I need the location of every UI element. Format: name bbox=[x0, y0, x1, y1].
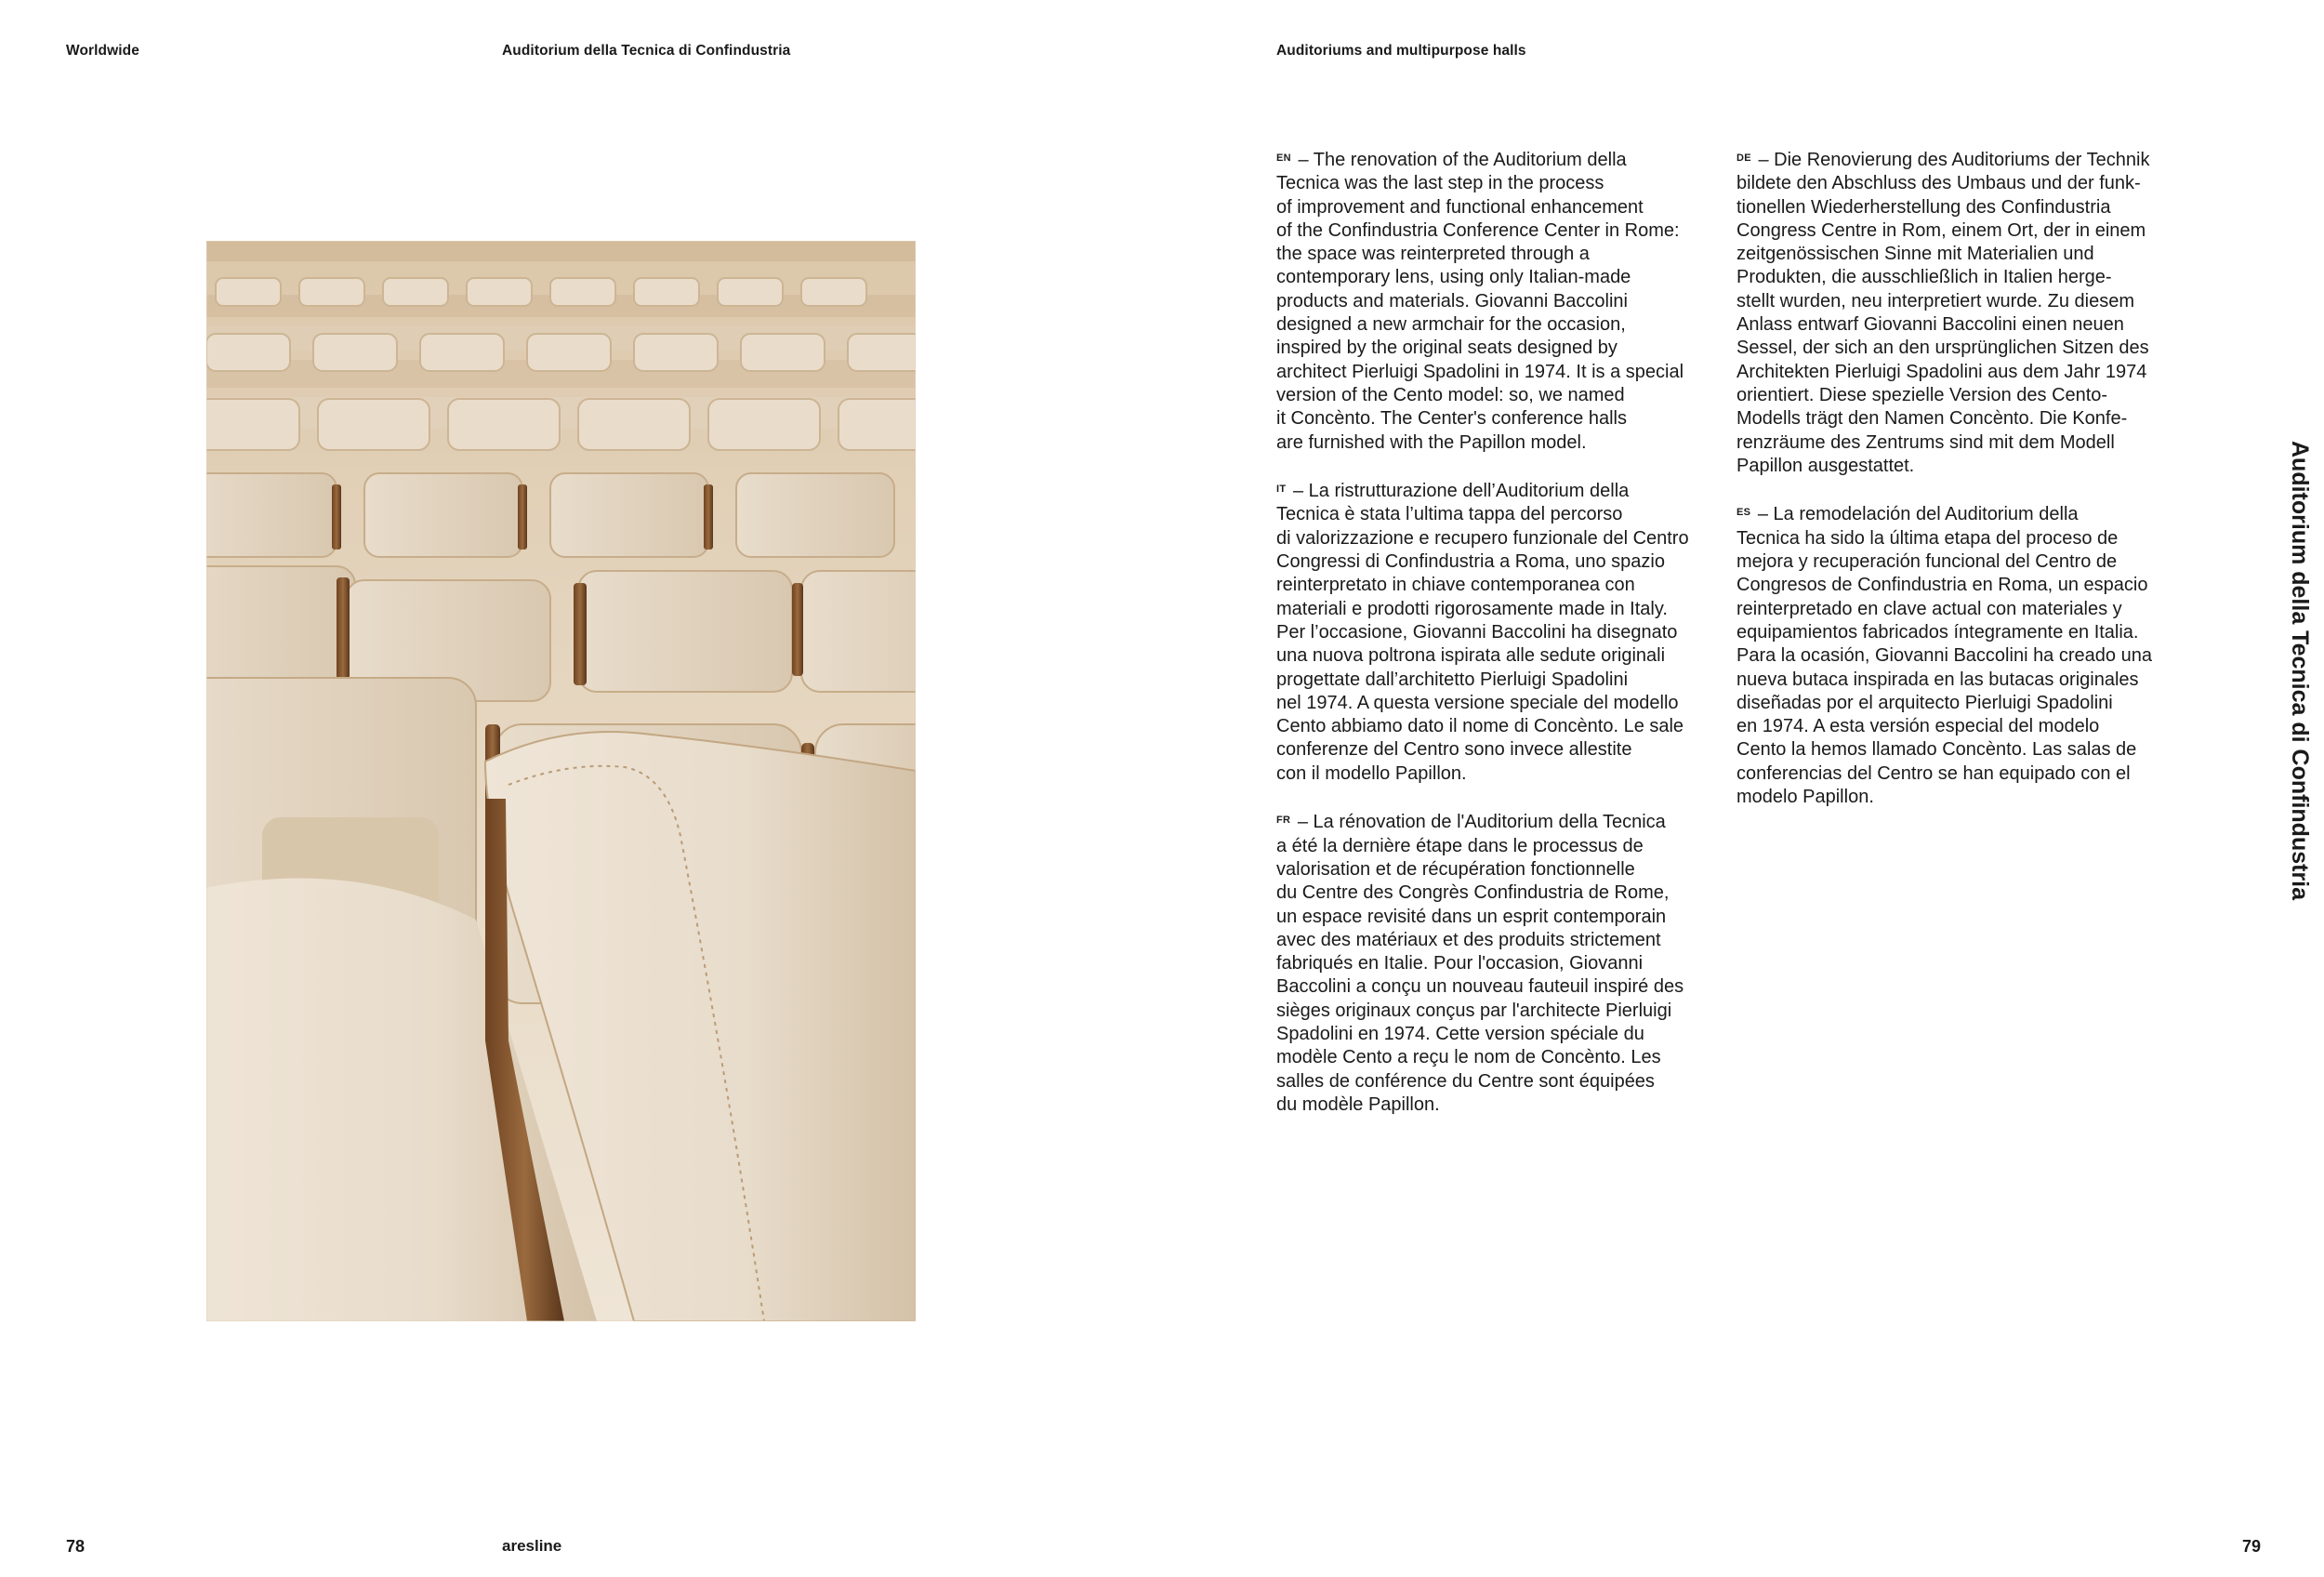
lang-tag-de: DE bbox=[1736, 152, 1751, 164]
text-column-left bbox=[1276, 147, 1732, 1140]
paragraph-fr-text: La rénovation de l'Auditorium della Tecnica a été la dernière étape dans le processus de valorisation et de récupération fonctionnelle du Centre des Congrès Confindustria de Rome, un espace revisité dans un esprit contemporain avec des matériaux et des produits strictement fabriqués en Italie. Pour l'occasion, Giovanni Baccolini a conçu un nouveau fauteuil inspiré des sièges originaux conçus par l'architecte Pierluigi Spadolini en 1974. Cette version spéciale du modèle Cento a reçu le nom de Concènto. Les salles de conférence du Centre sont équipées du modèle Papillon. bbox=[1276, 812, 1684, 1115]
page-number-right: 79 bbox=[2242, 1537, 2262, 1556]
brand-name: aresline bbox=[502, 1537, 562, 1555]
paragraph-en: $^{EN}$ – The renovation of the Auditorium della Tecnica was the last step in the process of improvement and functional enhancement of the Confindustria Conference Center in Rome: the space was reinterpreted through a contemporary lens, using only Italian-made products and materials. Giovanni Baccolini designed a new armchair for the occasion, inspired by the original seats designed by architect Pierluigi Spadolini in 1974. It is a special version of the Cento model: so, we named it Concènto. The Center's conference halls are furnished with the Papillon model. bbox=[1276, 150, 1684, 453]
paragraph-it: $^{IT}$ – La ristrutturazione dell’Auditorium della Tecnica è stata l’ultima tappa del percorso di valorizzazione e recupero funzionale del Centro Congressi di Confindustria a Roma, uno spazio reinterpretato in chiave contemporanea con materiali e prodotti rigorosamente made in Italy. Per l’occasione, Giovanni Baccolini ha disegnato una nuova poltrona ispirata alle sedute originali progettate dall’architetto Pierluigi Spadolini nel 1974. A questa versione speciale del modello Cento abbiamo dato il nome di Concènto. Le sale conferenze del Centro sono invece allestite con il modello Papillon. bbox=[1276, 481, 1689, 784]
seats-illustration bbox=[206, 241, 916, 1321]
vertical-side-title bbox=[2287, 441, 2313, 924]
lang-tag-it: IT bbox=[1276, 484, 1287, 496]
auditorium-seats-photo bbox=[206, 241, 916, 1321]
paragraph-de: $^{DE}$ – Die Renovierung des Auditoriums der Technik bildete den Abschluss des Umbaus und der funk- tionellen Wiederherstellung des Confindustria Congress Centre in Rom, einem Ort, der in einem zeitgenössischen Sinne mit Materialien und Produkten, die ausschließlich in Italien herge- stellt wurden, neu interpretiert wurde. Zu diesem Anlass entwarf Giovanni Baccolini einen neuen Sessel, der sich an den ursprünglichen Sitzen des Architekten Pierluigi Spadolini aus dem Jahr 1974 orientiert. Diese spezielle Version des Cento- Modells trägt den Namen Concènto. Die Konfe- renzräume des Zentrums sind mit dem Modell Papillon ausgestattet. bbox=[1736, 150, 2150, 476]
paragraph-it-text: La ristrutturazione dell’Auditorium della Tecnica è stata l’ultima tappa del percorso di valorizzazione e recupero funzionale del Centro Congressi di Confindustria a Roma, uno spazio reinterpretato in chiave contemporanea con materiali e prodotti rigorosamente made in Italy. Per l’occasione, Giovanni Baccolini ha disegnato una nuova poltrona ispirata alle sedute originali progettate dall’architetto Pierluigi Spadolini nel 1974. A questa versione speciale del modello Cento abbiamo dato il nome di Concènto. Le sale conferenze del Centro sono invece allestite con il modello Papillon. bbox=[1276, 481, 1689, 784]
paragraph-es: $^{ES}$ – La remodelación del Auditorium della Tecnica ha sido la última etapa del proceso de mejora y recuperación funcional del Centro de Congresos de Confindustria en Roma, un espacio reinterpretado en clave actual con materiales y equipamientos fabricados íntegramente en Italia. Para la ocasión, Giovanni Baccolini ha creado una nueva butaca inspirada en las butacas originales diseñadas por el arquitecto Pierluigi Spadolini en 1974. A esta versión especial del modelo Cento la hemos llamado Concènto. Las salas de conferencias del Centro se han equipado con el modelo Papillon. bbox=[1736, 504, 2152, 808]
lang-tag-fr: FR bbox=[1276, 815, 1291, 827]
page-number-left: 78 bbox=[66, 1537, 86, 1556]
running-header-section-left: Worldwide bbox=[66, 43, 139, 59]
paragraph-fr: $^{FR}$ – La rénovation de l'Auditorium della Tecnica a été la dernière étape dans le processus de valorisation et de récupération fonctionnelle du Centre des Congrès Confindustria de Rome, un espace revisité dans un esprit contemporain avec des matériaux et des produits strictement fabriqués en Italie. Pour l'occasion, Giovanni Baccolini a conçu un nouveau fauteuil inspiré des sièges originaux conçus par l'architecte Pierluigi Spadolini en 1974. Cette version spéciale du modèle Cento a reçu le nom de Concènto. Les salles de conférence du Centre sont équipées du modèle Papillon. bbox=[1276, 812, 1684, 1115]
vertical-side-title-text: Auditorium della Tecnica di Confindustria bbox=[2287, 441, 2313, 901]
paragraph-de-text: Die Renovierung des Auditoriums der Technik bildete den Abschluss des Umbaus und der funk- tionellen Wiederherstellung des Confindustria Congress Centre in Rom, einem Ort, der in einem zeitgenössischen Sinne mit Materialien und Produkten, die ausschließlich in Italien herge- stellt wurden, neu interpretiert wurde. Zu diesem Anlass entwarf Giovanni Baccolini einen neuen Sessel, der sich an den ursprünglichen Sitzen des Architekten Pierluigi Spadolini aus dem Jahr 1974 orientiert. Diese spezielle Version des Cento- Modells trägt den Namen Concènto. Die Konfe- renzräume des Zentrums sind mit dem Modell Papillon ausgestattet. bbox=[1736, 150, 2150, 476]
lang-tag-en: EN bbox=[1276, 152, 1291, 164]
text-column-right bbox=[1736, 147, 2192, 833]
running-header-title-left: Auditorium della Tecnica di Confindustria bbox=[502, 43, 791, 59]
lang-tag-es: ES bbox=[1736, 507, 1751, 519]
running-header-section-right: Auditoriums and multipurpose halls bbox=[1276, 43, 1526, 59]
paragraph-es-text: La remodelación del Auditorium della Tecnica ha sido la última etapa del proceso de mejora y recuperación funcional del Centro de Congresos de Confindustria en Roma, un espacio reinterpretado en clave actual con materiales y equipamientos fabricados íntegramente en Italia. Para la ocasión, Giovanni Baccolini ha creado una nueva butaca inspirada en las butacas originales diseñadas por el arquitecto Pierluigi Spadolini en 1974. A esta versión especial del modelo Cento la hemos llamado Concènto. Las salas de conferencias del Centro se han equipado con el modelo Papillon. bbox=[1736, 504, 2152, 808]
paragraph-en-text: The renovation of the Auditorium della Tecnica was the last step in the process of improvement and functional enhancement of the Confindustria Conference Center in Rome: the space was reinterpreted through a contemporary lens, using only Italian-made products and materials. Giovanni Baccolini designed a new armchair for the occasion, inspired by the original seats designed by architect Pierluigi Spadolini in 1974. It is a special version of the Cento model: so, we named it Concènto. The Center's conference halls are furnished with the Papillon model. bbox=[1276, 150, 1684, 453]
